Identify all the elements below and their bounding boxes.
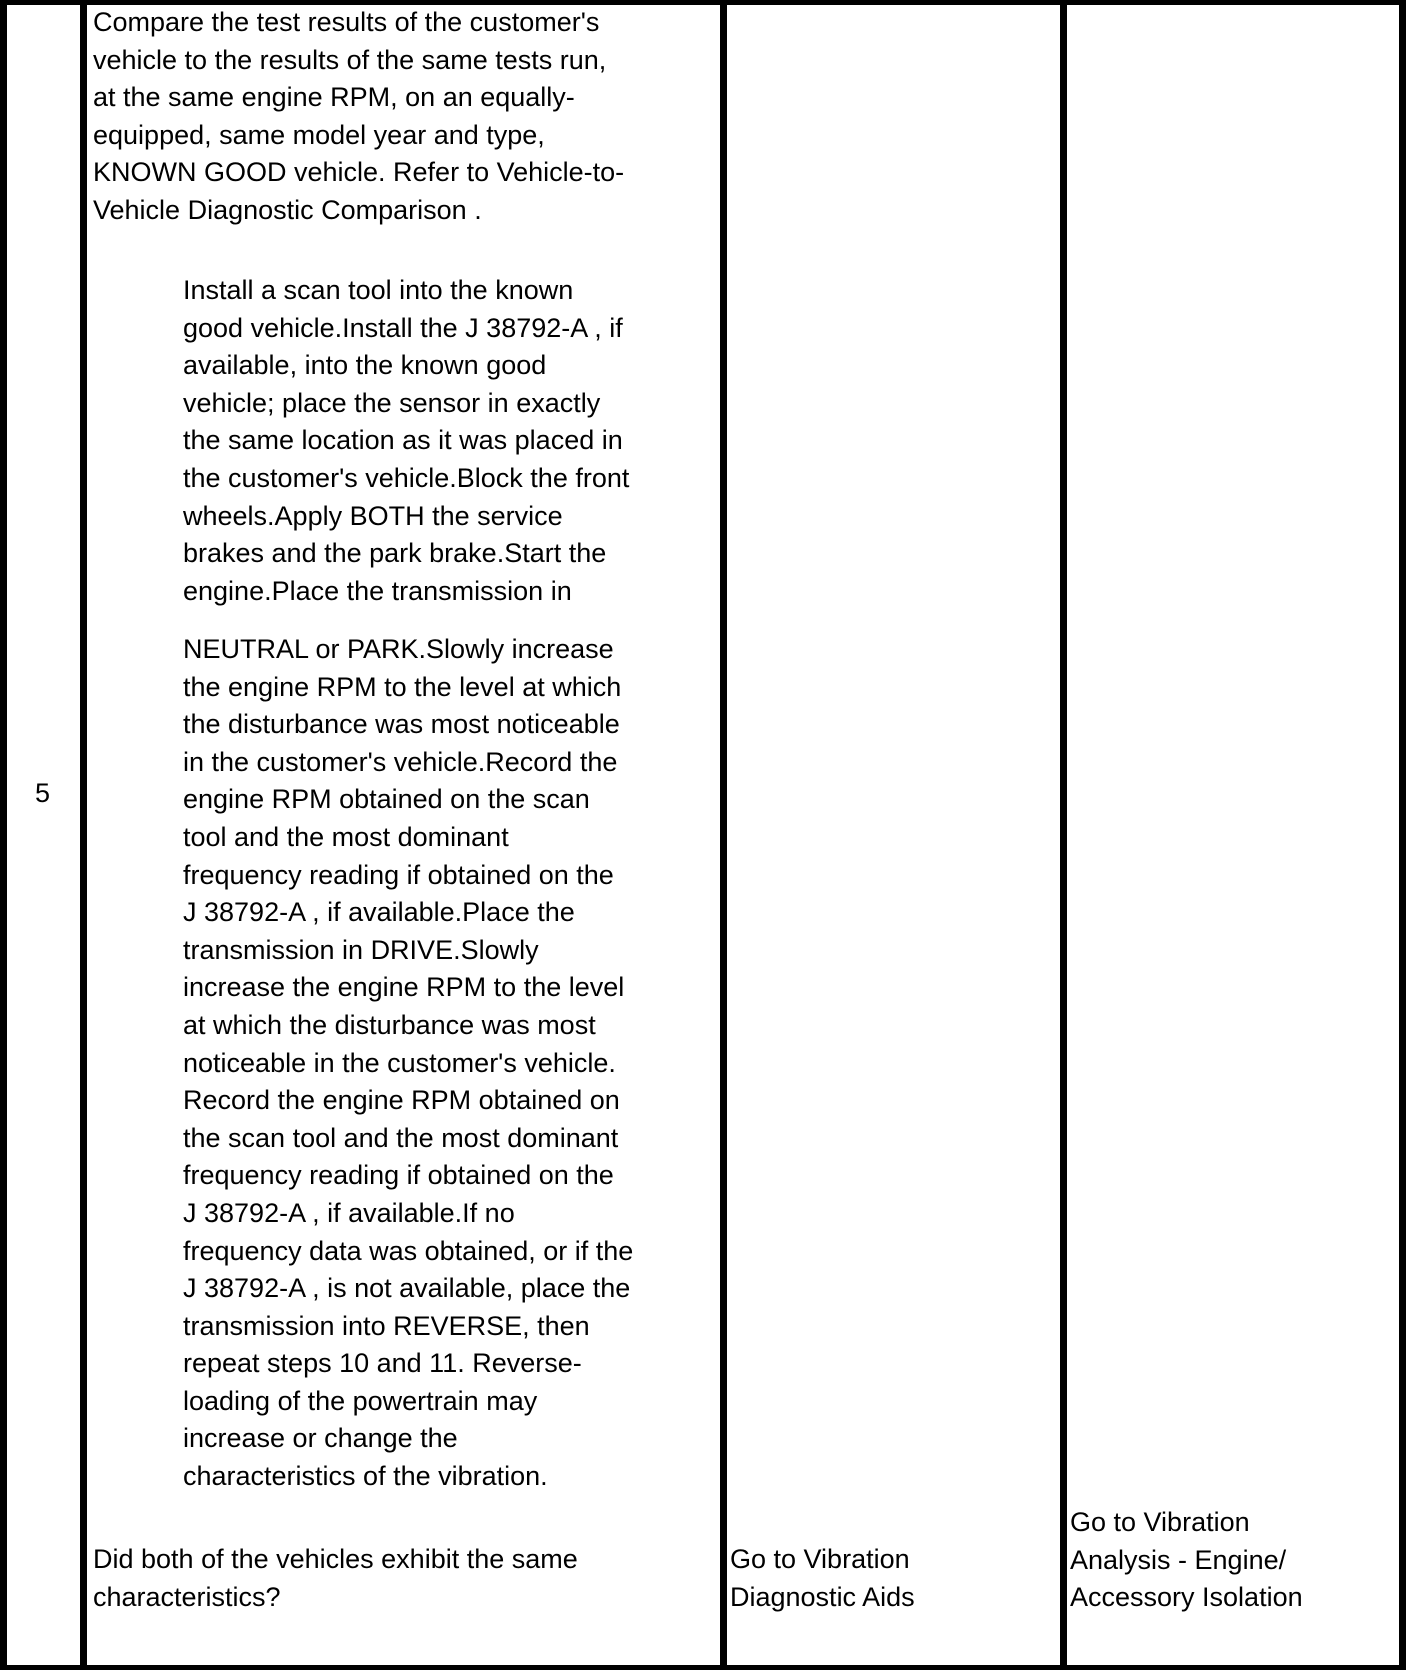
step-question: Did both of the vehicles exhibit the same characteristics? [93,1544,578,1612]
column-divider [1060,0,1067,1670]
column-divider [80,0,87,1670]
yes-action-link[interactable]: Go to Vibration Diagnostic Aids [730,1544,915,1612]
step-intro: Compare the test results of the customer's vehicle to the results of the same tests run, at the same engine RPM, on an equally- equipped, same model year and type, KNOWN GOOD vehicle. Refer to Vehicle-to- Vehicle Diagnostic Comparison . [93,7,625,225]
column-divider [1399,0,1406,1670]
procedure-text-part1: Install a scan tool into the known good vehicle.Install the J 38792-A , if available, into the known good vehicle; place the sensor in exactly the same location as it was placed in the customer's vehicle.Block the front wheels.Apply BOTH the service brakes and the park brake.Start the engine.Place the transmission in [183,275,630,606]
row-divider [0,1665,1406,1670]
column-divider [720,0,727,1670]
step-number: 5 [34,778,51,808]
no-action-link[interactable]: Go to Vibration Analysis - Engine/ Accessory Isolation [1070,1507,1303,1613]
column-divider [0,0,7,1670]
procedure-text-part2: NEUTRAL or PARK.Slowly increase the engine RPM to the level at which the disturbance was most noticeable in the customer's vehicle.Record the engine RPM obtained on the scan tool and the most dominant frequency reading if obtained on the J 38792-A , if available.Place the transmission in DRIVE.Slowly increase the engine RPM to the level at which the disturbance was most noticeable in the customer's vehicle. Record the engine RPM obtained on the scan tool and the most dominant frequency reading if obtained on the J 38792-A , if available.If no frequency data was obtained, or if the J 38792-A , is not available, place the transmission into REVERSE, then repeat steps 10 and 11. Reverse- loading of the powertrain may increase or change the characteristics of the vibration. [183,634,634,1492]
